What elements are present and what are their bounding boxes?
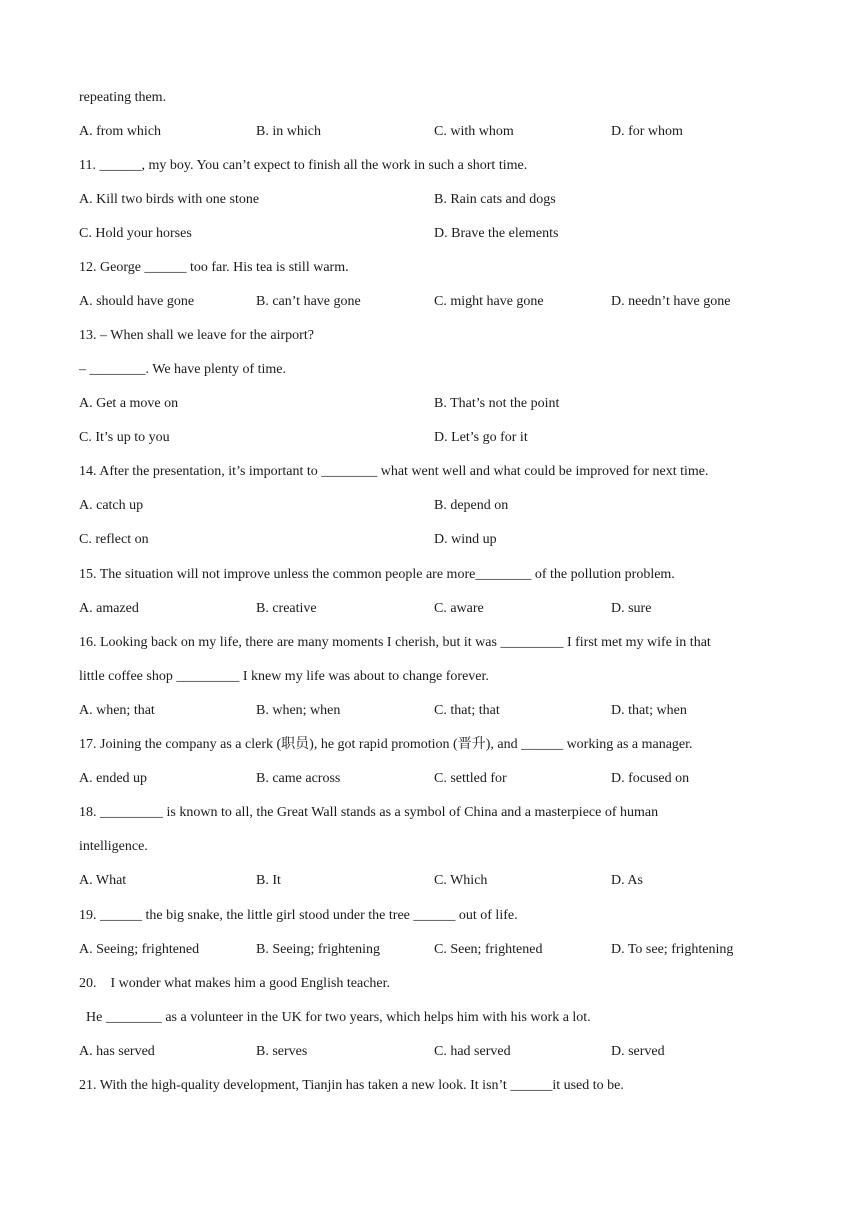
option-b: B. Seeing; frightening <box>256 942 381 957</box>
option-b: B. when; when <box>256 703 341 718</box>
question-20-reply: He ________ as a volunteer in the UK for two years, which helps him with his work a lot. <box>79 1010 591 1025</box>
option-c: C. Hold your horses <box>79 226 192 241</box>
option-d: D. sure <box>611 601 652 616</box>
question-12-stem: 12. George ______ too far. His tea is still warm. <box>79 260 349 275</box>
option-a: A. when; that <box>79 703 155 718</box>
option-d: D. As <box>611 873 643 888</box>
option-b: B. Rain cats and dogs <box>434 192 556 207</box>
question-13-reply: – ________. We have plenty of time. <box>79 362 287 377</box>
question-11-stem: 11. ______, my boy. You can’t expect to finish all the work in such a short time. <box>79 158 528 173</box>
option-a: A. catch up <box>79 498 144 513</box>
option-c: C. might have gone <box>434 294 544 309</box>
option-d: D. wind up <box>434 532 497 547</box>
option-c: C. Seen; frightened <box>434 942 543 957</box>
question-15-stem: 15. The situation will not improve unless the common people are more________ of the pollution problem. <box>79 567 675 582</box>
question-19-stem: 19. ______ the big snake, the little girl stood under the tree ______ out of life. <box>79 908 518 923</box>
question-18-stem-cont: intelligence. <box>79 839 148 854</box>
option-a: A. Kill two birds with one stone <box>79 192 260 207</box>
question-10-stem-end: repeating them. <box>79 90 167 105</box>
option-d: D. needn’t have gone <box>611 294 731 309</box>
option-a: A. Seeing; frightened <box>79 942 200 957</box>
option-d: D. for whom <box>611 124 683 139</box>
option-d: D. Brave the elements <box>434 226 559 241</box>
option-b: B. came across <box>256 771 341 786</box>
option-b: B. depend on <box>434 498 509 513</box>
option-c: C. reflect on <box>79 532 149 547</box>
option-a: A. ended up <box>79 771 148 786</box>
question-19-options <box>79 941 799 959</box>
option-c: C. aware <box>434 601 484 616</box>
option-c: C. with whom <box>434 124 514 139</box>
question-13-options-row-1 <box>79 395 799 413</box>
question-18-stem: 18. _________ is known to all, the Great Wall stands as a symbol of China and a masterpiece of human <box>79 805 659 820</box>
option-a: A. Get a move on <box>79 396 179 411</box>
option-b: B. in which <box>256 124 321 139</box>
option-c: C. Which <box>434 873 488 888</box>
question-17-stem: 17. Joining the company as a clerk (职员), he got rapid promotion (晋升), and ______ working as a manager. <box>79 737 693 752</box>
question-10-options <box>79 123 799 141</box>
question-14-stem: 14. After the presentation, it’s important to ________ what went well and what could be improved for next time. <box>79 464 709 479</box>
question-13-options-row-2 <box>79 429 799 447</box>
option-b: B. serves <box>256 1044 308 1059</box>
option-c: C. had served <box>434 1044 511 1059</box>
question-20-stem: 20. I wonder what makes him a good English teacher. <box>79 976 391 991</box>
question-14-options-row-1 <box>79 497 799 515</box>
option-d: D. Let’s go for it <box>434 430 528 445</box>
question-15-options <box>79 600 799 618</box>
option-b: B. creative <box>256 601 317 616</box>
option-c: C. It’s up to you <box>79 430 170 445</box>
option-b: B. can’t have gone <box>256 294 361 309</box>
question-16-options <box>79 702 799 720</box>
question-20-options <box>79 1043 799 1061</box>
option-c: C. settled for <box>434 771 507 786</box>
question-11-options-row-1 <box>79 191 799 209</box>
question-16-stem: 16. Looking back on my life, there are many moments I cherish, but it was _________ I first met my wife in that <box>79 635 711 650</box>
option-a: A. from which <box>79 124 162 139</box>
question-17-options <box>79 770 799 788</box>
question-13-stem: 13. – When shall we leave for the airport? <box>79 328 314 343</box>
question-14-options-row-2 <box>79 531 799 549</box>
question-16-stem-cont: little coffee shop _________ I knew my life was about to change forever. <box>79 669 489 684</box>
option-a: A. has served <box>79 1044 155 1059</box>
option-d: D. that; when <box>611 703 687 718</box>
option-a: A. What <box>79 873 127 888</box>
option-c: C. that; that <box>434 703 500 718</box>
option-d: D. To see; frightening <box>611 942 734 957</box>
option-b: B. It <box>256 873 281 888</box>
option-d: D. served <box>611 1044 665 1059</box>
option-a: A. amazed <box>79 601 139 616</box>
question-12-options <box>79 293 799 311</box>
question-11-options-row-2 <box>79 225 799 243</box>
option-b: B. That’s not the point <box>434 396 560 411</box>
option-d: D. focused on <box>611 771 690 786</box>
question-21-stem: 21. With the high-quality development, Tianjin has taken a new look. It isn’t ______it used to be. <box>79 1078 624 1093</box>
question-18-options <box>79 872 799 890</box>
option-a: A. should have gone <box>79 294 195 309</box>
